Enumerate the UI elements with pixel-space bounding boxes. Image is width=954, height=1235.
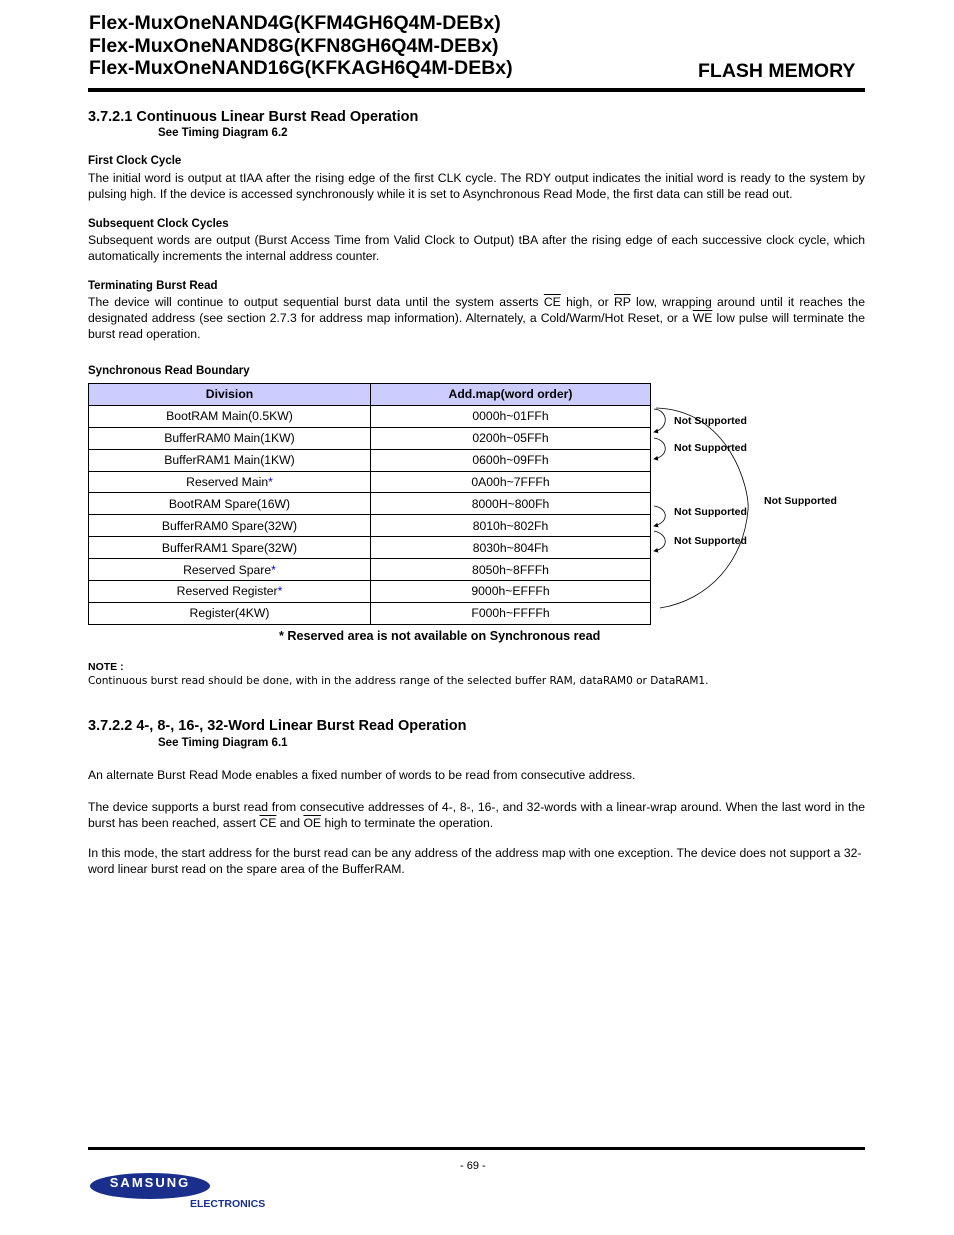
title-line-3: Flex-MuxOneNAND16G(KFKAGH6Q4M-DEBx) [89,57,513,79]
not-supported-label-2: Not Supported [674,442,747,454]
boundary-heading: Synchronous Read Boundary [88,365,250,377]
terminating-paragraph [88,294,865,342]
table-row [89,537,651,559]
rp-signal: $\overline{RP}$ [613,295,631,309]
terminating-text-1: The device will continue to output sequential burst data until the system asserts [88,295,544,309]
reserved-star: * [271,562,276,577]
table-row [89,405,651,427]
division-label: BufferRAM1 Spare(32W) [161,540,298,555]
burst-paragraph-3: In this mode, the start address for the burst read can be any address of the address map with one exception. The device does not support a 32-word linear burst read on the spare area of the BufferRAM. [88,846,862,876]
table-row [89,515,651,537]
table-row [89,493,651,515]
reserved-star: * [268,475,273,489]
address-cell: 9000h~EFFFh [371,581,651,603]
subsequent-clock-text [88,232,865,264]
division-label: Reserved Spare [183,562,272,577]
column-division: Division [89,384,371,406]
division-cell [89,559,371,581]
title-line-1: Flex-MuxOneNAND4G(KFM4GH6Q4M-DEBx) [89,12,501,34]
address-cell: 8030h~804Fh [371,537,651,559]
note-text: Continuous burst read should be done, with in the address range of the selected buffer RAM, dataRAM0 or DataRAM1. [88,675,709,687]
not-supported-label-main: Not Supported [764,495,837,507]
division-cell [89,493,371,515]
address-cell: F000h~FFFFh [371,602,651,624]
division-label: Reserved Register [176,584,278,599]
division-cell [89,515,371,537]
table-row [89,581,651,603]
not-supported-label-3: Not Supported [674,506,747,518]
arrow-bootram-spare [654,506,665,526]
division-cell [89,427,371,449]
oe-signal: $\overline{OE}$ [303,816,322,830]
logo-electronics: ELECTRONICS [190,1198,266,1210]
ce-signal-2: $\overline{CE}$ [259,816,277,830]
section-heading-3-7-2-2: 3.7.2.2 4-, 8-, 16-, 32-Word Linear Burst Read Operation [88,718,467,734]
arrow-bufferram0-spare [654,531,665,551]
division-cell [89,471,371,493]
table-row [89,427,651,449]
table-row [89,559,651,581]
terminating-text-2: high, or [560,295,614,309]
address-cell: 0000h~01FFh [371,405,651,427]
burst-para-2 [88,799,865,831]
not-supported-arrows [640,400,860,620]
terminating-text-4: low pulse will terminate the burst read operation. [88,311,865,341]
not-supported-label-1: Not Supported [674,415,747,427]
title-line-2: Flex-MuxOneNAND8G(KFN8GH6Q4M-DEBx) [89,34,499,57]
burst-para-1 [88,767,865,783]
document-title [89,12,513,80]
ce-signal: $\overline{CE}$ [543,295,561,309]
subsequent-clock-heading: Subsequent Clock Cycles [88,218,229,230]
address-cell: 0200h~05FFh [371,427,651,449]
we-signal: $\overline{WE}$ [692,311,713,325]
reserved-star: * [277,584,283,599]
division-label: BufferRAM1 Main(1KW) [164,453,295,468]
terminating-text [88,294,865,342]
logo-wordmark: SAMSUNG [109,1175,191,1190]
arrow-bootram-main [654,409,665,432]
division-label: BufferRAM0 Spare(32W) [161,518,298,533]
not-supported-label-4: Not Supported [674,535,747,547]
address-cell: 0600h~09FFh [371,449,651,471]
burst-text-2b: and [276,816,304,830]
samsung-logo [90,1172,265,1219]
division-label: BootRAM Spare(16W) [168,496,291,511]
division-label: BufferRAM0 Main(1KW) [164,431,295,446]
terminating-text-3: low, wrapping around until it reaches the designated address (see section 2.7.3 for address map information). Alternately, a Cold/Warm/Hot Reset, or a [88,295,865,325]
division-label: Reserved Main [186,475,269,489]
address-cell: 8050h~8FFFh [371,559,651,581]
table-row [89,602,651,624]
section-heading-3-7-2-1: 3.7.2.1 Continuous Linear Burst Read Operation [88,109,419,125]
burst-para-3 [88,845,865,877]
flash-memory-label: FLASH MEMORY [698,60,856,82]
timing-diagram-ref: See Timing Diagram 6.2 [158,127,288,139]
burst-paragraph-2 [88,799,865,831]
subsequent-clock-paragraph: Subsequent words are output (Burst Access Time from Valid Clock to Output) tBA after the rising edge of each successive clock cycle, which automatically increments the internal address counter. [88,233,865,263]
division-label: BootRAM Main(0.5KW) [166,409,293,424]
first-clock-text [88,170,865,202]
division-label: Register(4KW) [189,606,270,621]
division-cell [89,449,371,471]
note-label: NOTE : [88,661,124,673]
column-address-map: Add.map(word order) [371,384,651,406]
table-row [89,449,651,471]
division-cell [89,405,371,427]
first-clock-heading: First Clock Cycle [88,155,182,167]
footer-rule [88,1147,865,1150]
division-cell [89,581,371,603]
header-rule [88,88,865,92]
reserved-footnote: * Reserved area is not available on Synchronous read [279,629,601,643]
table-row [89,471,651,493]
burst-text-2c: high to terminate the operation. [321,816,494,830]
burst-paragraph-1: An alternate Burst Read Mode enables a fixed number of words to be read from consecutive address. [88,768,636,782]
terminating-heading: Terminating Burst Read [88,280,218,292]
division-cell [89,537,371,559]
page-number: - 69 - [460,1160,486,1172]
boundary-table [88,383,651,625]
address-cell: 8000H~800Fh [371,493,651,515]
timing-diagram-ref-2: See Timing Diagram 6.1 [158,737,288,749]
division-cell [89,602,371,624]
arrow-bufferram0-main [654,438,665,459]
address-cell: 0A00h~7FFFh [371,471,651,493]
burst-text-2a: The device supports a burst read from consecutive addresses of 4-, 8-, 16-, and 32-words with a linear-wrap around. When the last word in the burst has been reached, assert [88,800,865,830]
address-cell: 8010h~802Fh [371,515,651,537]
first-clock-paragraph: The initial word is output at tIAA after the rising edge of the first CLK cycle. The RDY output indicates the initial word is ready to the system by pulsing high. If the device is accessed synchronously while it is set to Asynchronous Read Mode, the first data can still be read out. [88,171,865,201]
boundary-header-row [89,384,651,406]
